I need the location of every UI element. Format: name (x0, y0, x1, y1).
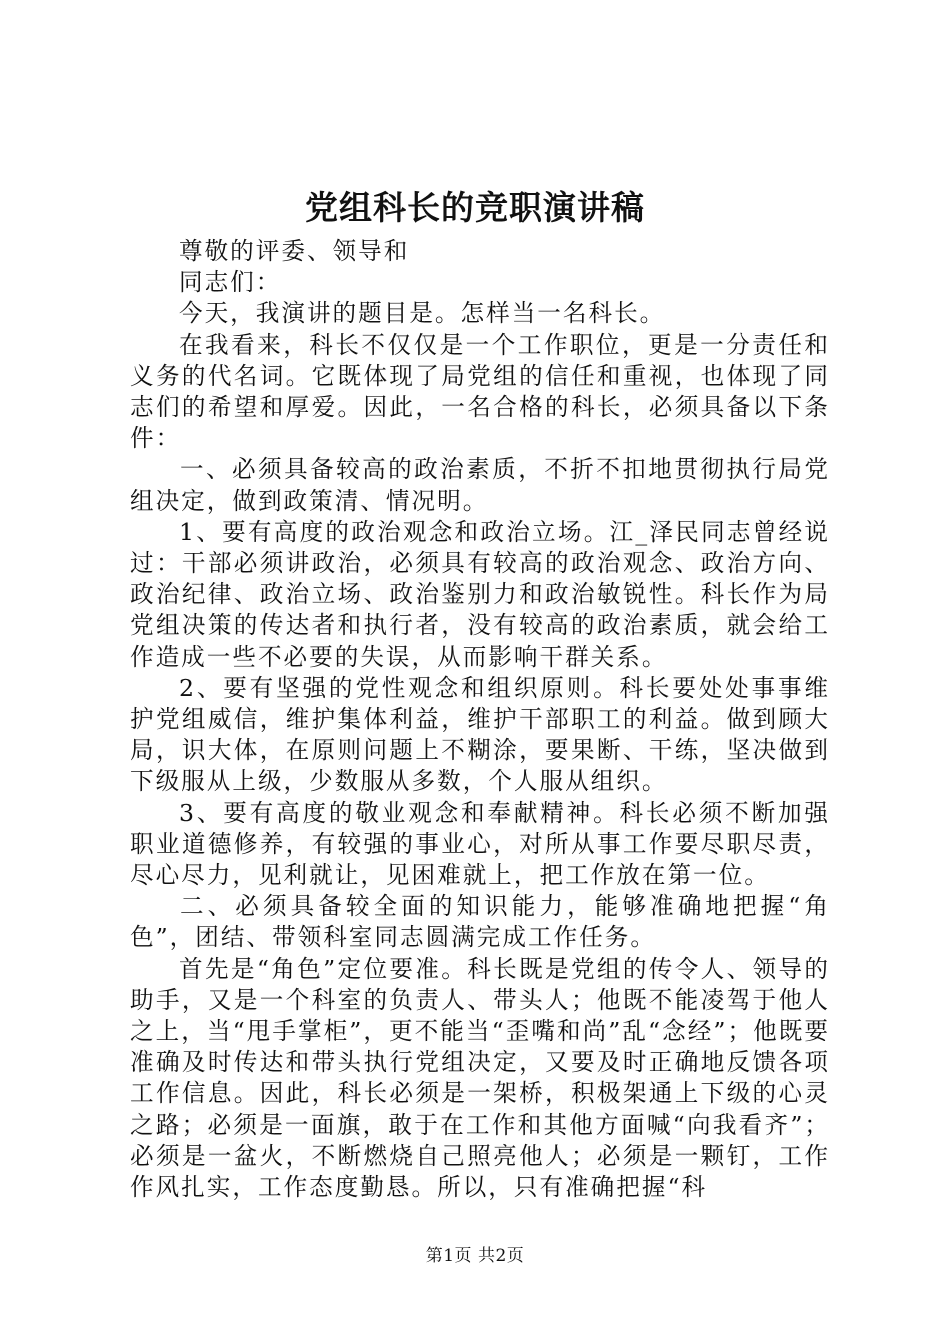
paragraph-section-1: 一、必须具备较高的政治素质，不折不扣地贯彻执行局党组决定，做到政策清、情况明。 (130, 455, 830, 515)
salutation-line-2: 同志们： (179, 268, 282, 297)
paragraph-point-1: 1、要有高度的政治观念和政治立场。江_泽民同志曾经说过：干部必须讲政治，必须具有较高的政治观念、政治方向、政治纪律、政治立场、政治鉴别力和政治敏锐性。科长作为局党组决策的传达者和执行者，没有较高的政治素质，就会给工作造成一些不必要的失误，从而影响干群关系。 (130, 517, 830, 671)
paragraph-topic: 今天，我演讲的题目是。怎样当一名科长。 (179, 299, 666, 328)
page-footer: 第1页 共2页 (425, 1246, 525, 1266)
paragraph-intro: 在我看来，科长不仅仅是一个工作职位，更是一分责任和义务的代名词。它既体现了局党组的信任和重视，也体现了同志们的希望和厚爱。因此，一名合格的科长，必须具备以下条件： (130, 330, 830, 453)
paragraph-role: 首先是“角色”定位要准。科长既是党组的传令人、领导的助手，又是一个科室的负责人、带头人；他既不能凌驾于他人之上，当“甩手掌柜”，更不能当“歪嘴和尚”乱“念经”；他既要准确及时传达和带头执行党组决定，又要及时正确地反馈各项工作信息。因此，科长必须是一架桥，积极架通上下级的心灵之路；必须是一面旗，敢于在工作和其他方面喊“向我看齐”；必须是一盆火，不断燃烧自己照亮他人；必须是一颗钉，工作作风扎实，工作态度勤恳。所以，只有准确把握“科 (130, 954, 830, 1202)
paragraph-section-2: 二、必须具备较全面的知识能力，能够准确地把握“角色”，团结、带领科室同志圆满完成工作任务。 (130, 892, 830, 952)
paragraph-point-3: 3、要有高度的敬业观念和奉献精神。科长必须不断加强职业道德修养，有较强的事业心，对所从事工作要尽职尽责，尽心尽力，见利就让，见困难就上，把工作放在第一位。 (130, 798, 830, 890)
paragraph-point-2: 2、要有坚强的党性观念和组织原则。科长要处处事事维护党组威信，维护集体利益，维护干部职工的利益。做到顾大局，识大体，在原则问题上不糊涂，要果断、干练，坚决做到下级服从上级，少数服从多数，个人服从组织。 (130, 673, 830, 796)
salutation-line-1: 尊敬的评委、领导和 (179, 237, 410, 265)
document-title: 党组科长的竞职演讲稿 (305, 188, 645, 227)
document-body (130, 236, 830, 1203)
